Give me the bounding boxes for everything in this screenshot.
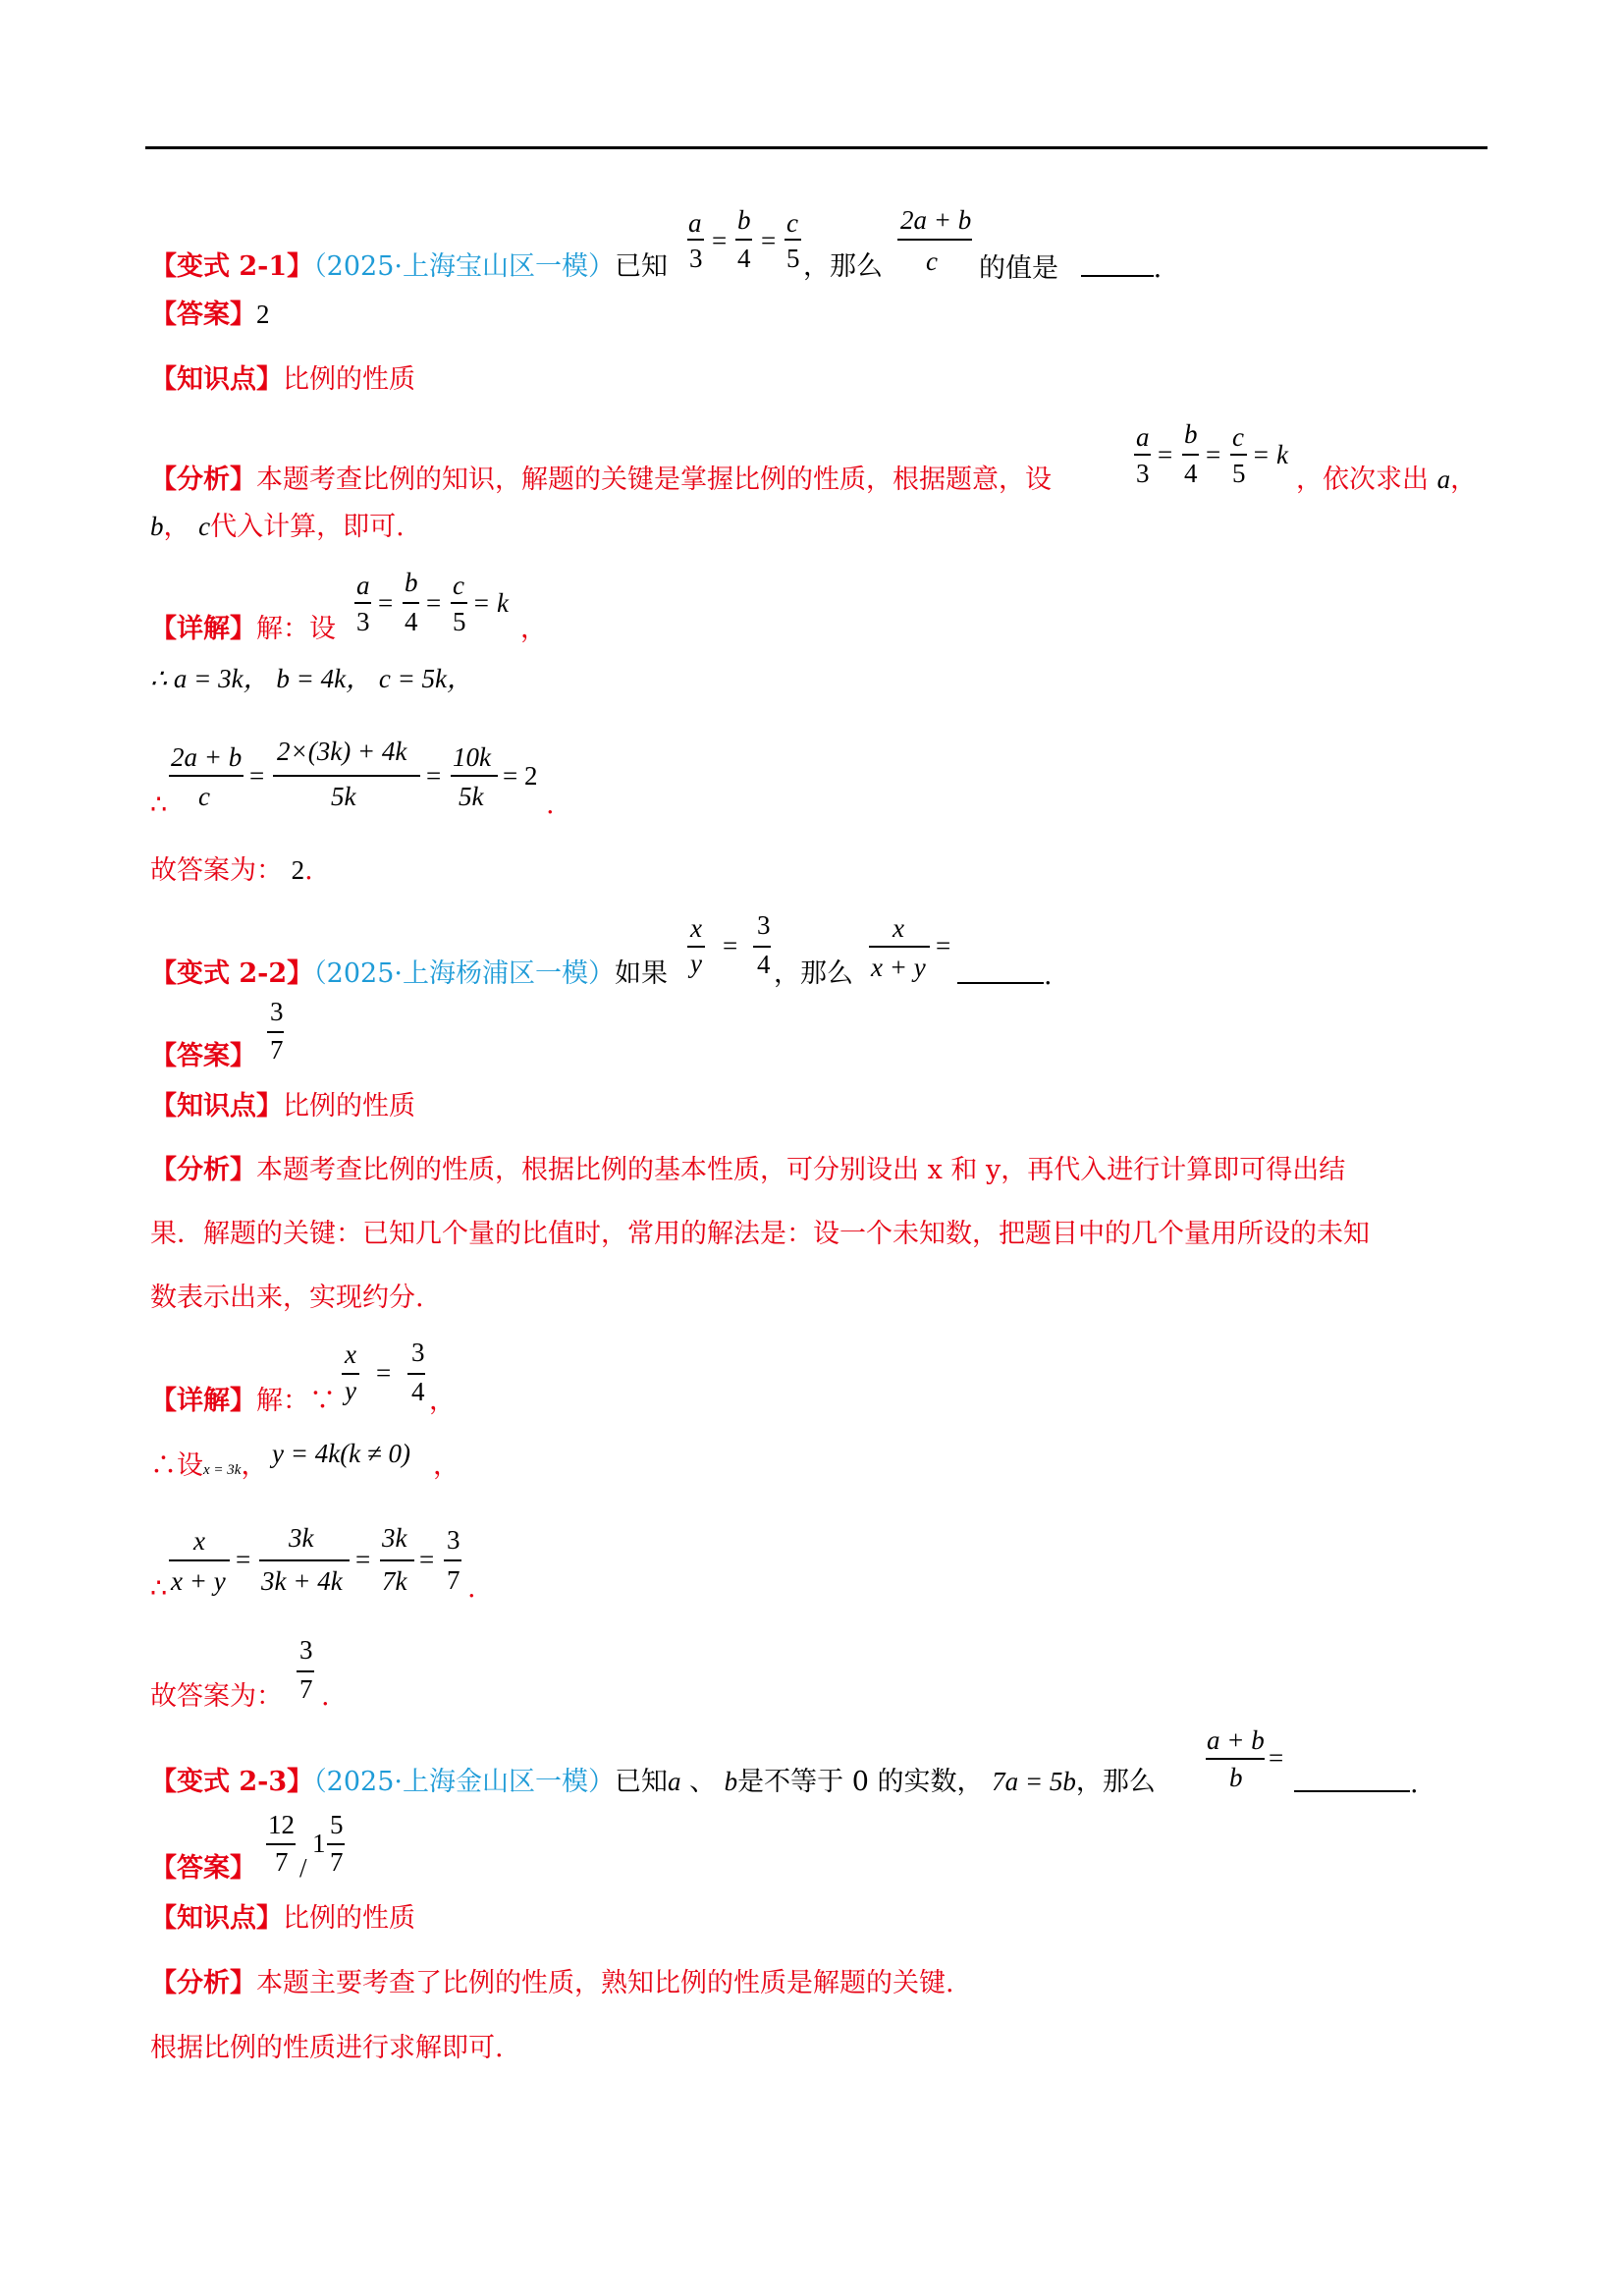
v3-a: a	[667, 1767, 681, 1796]
v3-kp-label: 【知识点】	[150, 1903, 283, 1934]
v1-answer-label: 【答案】	[150, 300, 256, 330]
v3-question-line: 【变式 2-3】（2025·上海金山区一模）已知a 、 b是不等于 0 的实数， 7a = 5b，那么	[150, 1767, 1156, 1797]
v2-d-n: x	[345, 1339, 356, 1369]
header-rule	[145, 146, 1488, 149]
v1-an-b: b	[1184, 419, 1198, 449]
v2-answer-label: 【答案】	[150, 1041, 256, 1071]
v1-an-var-b: b	[150, 512, 164, 541]
v2-set-comma: ，	[433, 1450, 460, 1481]
v1-expr-bar	[897, 239, 972, 241]
v3-an-text: 本题主要考查了比例的性质，熟知比例的性质是解题的关键.	[256, 1968, 954, 1998]
v1-an-label: 【分析】	[150, 465, 256, 495]
v1-calc-n1: 2a + b	[171, 742, 243, 772]
v2-final: 故答案为：	[150, 1681, 283, 1712]
v3-ans2-d: 7	[330, 1847, 344, 1877]
v3-kp: 比例的性质	[283, 1903, 415, 1934]
v1-ratio-3: 3	[689, 244, 703, 273]
v3-last-line: 根据比例的性质进行求解即可.	[150, 2033, 504, 2063]
v1-ratio-5: 5	[786, 244, 800, 273]
v2-blank-line: .	[957, 960, 1053, 989]
v1-an-c: c	[1232, 422, 1244, 452]
v2-d-comma: ，	[429, 1386, 456, 1416]
v2-ans-bar	[267, 1031, 284, 1033]
v1-d-bar-b	[403, 602, 419, 604]
v1-d-eq-2: =	[426, 588, 442, 618]
v1-calc-bar1	[169, 775, 243, 777]
v2-set-line: ∴设x = 3k，	[150, 1450, 268, 1481]
v1-final-line: 故答案为： 2.	[150, 855, 313, 886]
v2-d-eq: =	[376, 1358, 392, 1388]
v1-an-line2-text: 代入计算，即可.	[210, 512, 405, 542]
v2-d-bar2	[407, 1373, 425, 1375]
v2-ans-n: 3	[270, 997, 284, 1026]
v1-calc-d3: 5k	[459, 782, 484, 811]
v2-kp-line	[150, 1093, 415, 1120]
v2-calc-bar1	[169, 1559, 230, 1561]
v1-calc-bar2	[273, 775, 420, 777]
v1-ratio-b: b	[737, 205, 751, 235]
v2-detail-pre: 解：∵	[256, 1386, 336, 1416]
v2-q1-bar2	[753, 946, 771, 948]
v3-blank-line: .	[1294, 1769, 1419, 1797]
v2-calc-eq2: =	[355, 1545, 371, 1574]
v1-expr-den: c	[926, 246, 938, 276]
v2-an-label: 【分析】	[150, 1155, 256, 1185]
v2-q1-d2: 4	[757, 950, 771, 979]
v2-q2-d: x + y	[871, 953, 926, 982]
v2-calc-d4: 7	[447, 1565, 460, 1595]
v2-q1-n: x	[690, 913, 702, 943]
v1-question-line	[150, 253, 668, 280]
v3-text3: ，那么	[1075, 1767, 1156, 1797]
v3-slash: /	[299, 1853, 307, 1883]
v3-ans1-bar	[266, 1843, 296, 1845]
v2-detail-label: 【详解】	[150, 1386, 256, 1416]
v2-d-n2: 3	[411, 1338, 425, 1367]
v2-final-d: 7	[299, 1674, 313, 1704]
v1-calc-d1: c	[198, 782, 210, 811]
v1-d-5: 5	[453, 607, 466, 636]
v2-q1-bar	[687, 946, 705, 948]
v2-q1-d: y	[690, 949, 702, 978]
v1-calc-d2: 5k	[331, 782, 356, 811]
v2-calc-eq1: =	[236, 1545, 251, 1574]
v2-answer-line	[150, 1043, 256, 1069]
v1-d-k: = k	[472, 588, 509, 618]
v2-q1-n2: 3	[757, 910, 771, 940]
v1-detail-line	[150, 616, 336, 642]
v3-ans2-w: 1	[312, 1829, 326, 1858]
v3-tag: 【变式 2-3】	[150, 1767, 314, 1797]
v3-an-label: 【分析】	[150, 1968, 256, 1998]
v1-value-is-line: 的值是 .	[979, 253, 1163, 284]
v3-answer-label: 【答案】	[150, 1853, 256, 1884]
v3-expr-d: b	[1229, 1763, 1243, 1792]
v3-answer-blank	[1294, 1769, 1410, 1792]
v1-solution: ∴ a = 3k， b = 4k， c = 5k，	[150, 664, 474, 693]
v2-detail-line	[150, 1388, 336, 1414]
v1-an-a: a	[1136, 422, 1150, 452]
v2-d-d: y	[345, 1376, 356, 1405]
v2-calc-therefore: ∴	[150, 1573, 168, 1604]
v2-calc-n1: x	[193, 1526, 205, 1556]
v1-comma-then: ，那么	[803, 251, 883, 282]
v2-calc-d2: 3k + 4k	[261, 1566, 343, 1596]
v2-kp: 比例的性质	[283, 1091, 415, 1121]
v1-answer: 2	[256, 300, 270, 329]
v1-detail-label: 【详解】	[150, 614, 256, 644]
v1-d-bar-c	[451, 602, 467, 604]
v2-final-line	[150, 1683, 283, 1710]
v1-ratio-bar-b	[735, 239, 752, 241]
v2-kp-label: 【知识点】	[150, 1091, 283, 1121]
v2-calc-eq3: =	[419, 1545, 435, 1574]
v3-answer-line	[150, 1855, 256, 1882]
v2-if: 如果	[614, 958, 668, 989]
v1-calc-dot: .	[546, 790, 555, 820]
v2-an-l1: 本题考查比例的性质，根据比例的基本性质，可分别设出 x 和 y，再代入进行计算即可得出结	[256, 1155, 1346, 1185]
v2-analysis-line2: 果．解题的关键：已知几个量的比值时，常用的解法是：设一个未知数，把题目中的几个量用所设的未知	[150, 1219, 1370, 1249]
v3-ans2-n: 5	[330, 1810, 344, 1839]
v2-analysis-line3: 数表示出来，实现约分.	[150, 1283, 424, 1313]
v1-ratio-bar-c	[784, 239, 801, 241]
v3-eq: 7a = 5b	[992, 1767, 1076, 1796]
v1-d-comma: ，	[520, 614, 547, 644]
v3-ans1-d: 7	[275, 1847, 289, 1877]
v2-answer-blank	[957, 960, 1044, 984]
v2-d-bar	[342, 1373, 359, 1375]
v2-calc-dot: .	[467, 1573, 476, 1604]
v2-calc-d3: 7k	[382, 1566, 407, 1596]
v2-calc-bar2	[259, 1559, 350, 1561]
v1-an-bar-c	[1230, 454, 1247, 456]
v1-kp-label: 【知识点】	[150, 364, 283, 395]
v1-d-c: c	[453, 571, 464, 600]
v1-an-var-c: c	[198, 512, 211, 541]
v2-then: ，那么	[774, 958, 853, 989]
v3-text1: 已知	[614, 1767, 668, 1797]
v1-calc-res: = 2	[503, 761, 538, 791]
v1-an-eq-2: =	[1206, 440, 1221, 469]
v1-an-var-a: a	[1436, 465, 1451, 494]
v1-d-bar-a	[354, 602, 371, 604]
v1-known: 已知	[614, 251, 668, 282]
v2-calc-bar4	[444, 1559, 461, 1561]
v1-ratio-a: a	[688, 208, 702, 238]
v1-d-a: a	[356, 571, 370, 600]
v2-q2-bar	[869, 946, 930, 948]
v2-q2-n: x	[893, 913, 904, 943]
v1-analysis-line	[150, 466, 1052, 493]
v3-b: b	[724, 1767, 738, 1796]
v1-d-4: 4	[405, 607, 418, 636]
v1-an-bar-a	[1134, 454, 1151, 456]
v2-set-eq: y = 4k(k ≠ 0)	[272, 1439, 410, 1468]
v2-set-small: x = 3k	[203, 1462, 242, 1478]
v2-analysis-line1	[150, 1157, 1345, 1183]
v1-an-k: = k	[1252, 440, 1288, 469]
v1-final: 故答案为：	[150, 855, 283, 886]
v2-tag: 【变式 2-2】	[150, 958, 314, 989]
v2-source: （2025·上海杨浦区一模）	[313, 958, 615, 989]
v2-set-pre: ∴设	[150, 1450, 203, 1481]
v1-an-4: 4	[1184, 459, 1198, 488]
v2-calc-n2: 3k	[289, 1523, 314, 1553]
v1-calc-eq2: =	[426, 761, 442, 791]
v2-calc-n3: 3k	[382, 1523, 407, 1553]
v1-final-val: 2	[291, 855, 305, 885]
v3-expr-eq: =	[1269, 1743, 1284, 1773]
v3-expr-bar	[1206, 1758, 1265, 1760]
v3-expr-n: a + b	[1207, 1725, 1265, 1755]
v1-eq-2: =	[761, 226, 777, 255]
v1-an-eq-1: =	[1158, 440, 1173, 469]
v1-an-bar-b	[1182, 454, 1199, 456]
v2-calc-bar3	[380, 1559, 414, 1561]
v3-ans1-n: 12	[268, 1810, 295, 1839]
v1-source: （2025·上海宝山区一模）	[313, 251, 615, 282]
v1-an-5: 5	[1232, 459, 1246, 488]
v1-an-3: 3	[1136, 459, 1150, 488]
v3-ans2-bar	[327, 1843, 345, 1845]
v1-d-3: 3	[356, 607, 370, 636]
v1-calc-n2: 2×(3k) + 4k	[277, 737, 407, 766]
v3-source: （2025·上海金山区一模）	[313, 1767, 615, 1797]
v2-q1-eq: =	[723, 931, 738, 960]
v1-an-tail: ，依次求出 a，	[1296, 465, 1478, 495]
v2-q2-eq: =	[936, 931, 951, 960]
v1-expr-num: 2a + b	[900, 205, 972, 235]
v1-calc-bar3	[451, 775, 498, 777]
v1-solution-line	[150, 666, 473, 692]
v1-an-text: 本题考查比例的知识，解题的关键是掌握比例的性质，根据题意，设	[256, 465, 1052, 495]
v1-calc-n3: 10k	[453, 742, 491, 772]
v1-kp-line	[150, 366, 415, 393]
v3-kp-line	[150, 1905, 415, 1932]
v1-analysis-line2: b， c代入计算，即可.	[150, 512, 405, 542]
v1-kp: 比例的性质	[283, 364, 415, 395]
v1-calc-therefore: ∴	[150, 790, 168, 820]
v2-calc-d1: x + y	[171, 1566, 226, 1596]
v2-d-d2: 4	[411, 1377, 425, 1406]
v2-calc-n4: 3	[447, 1525, 460, 1555]
v1-tag: 【变式 2-1】	[150, 251, 314, 282]
v1-d-eq-1: =	[378, 588, 394, 618]
v2-final-n: 3	[299, 1635, 313, 1665]
v2-question-line	[150, 960, 668, 987]
v1-value-is: 的值是	[979, 253, 1058, 284]
v1-eq-1: =	[712, 226, 728, 255]
v2-final-bar	[297, 1670, 314, 1672]
v2-ans-d: 7	[270, 1035, 284, 1065]
v2-final-dot: .	[321, 1681, 330, 1712]
v1-answer-blank	[1081, 253, 1154, 277]
v1-ratio-4: 4	[737, 244, 751, 273]
v1-detail-pre: 解：设	[256, 614, 336, 644]
v1-calc-eq1: =	[249, 761, 265, 791]
v1-ratio-bar-a	[687, 239, 704, 241]
v1-answer-line	[150, 301, 270, 328]
v3-text2: 是不等于 0 的实数，	[737, 1767, 984, 1797]
v1-ratio-c: c	[786, 208, 798, 238]
v3-analysis-line	[150, 1970, 954, 1996]
v1-d-b: b	[405, 568, 418, 597]
